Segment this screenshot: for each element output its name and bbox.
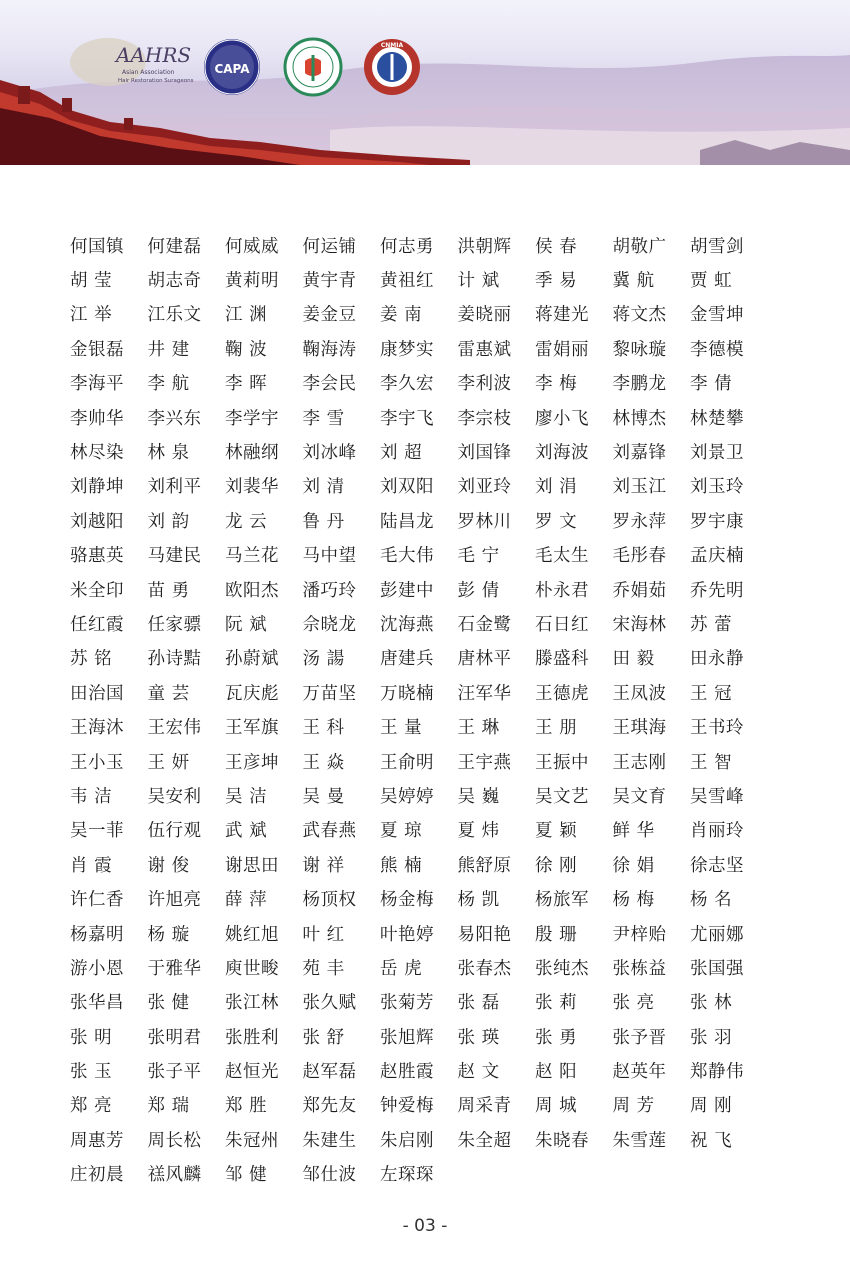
name-cell: 肖丽玲 [690, 821, 744, 842]
name-cell: 邹 健 [225, 1165, 268, 1186]
name-cell: 鞠海涛 [302, 339, 357, 360]
name-cell: 万苗坚 [302, 683, 357, 704]
name-cell: 苏 铭 [70, 649, 113, 670]
name-cell: 薛 萍 [225, 890, 268, 911]
name-cell: 朴永君 [535, 580, 589, 601]
name-cell: 殷 珊 [535, 924, 578, 945]
name-cell: 何志勇 [380, 236, 434, 257]
name-cell: 张明君 [147, 1027, 202, 1048]
name-cell: 姜晓丽 [457, 305, 512, 326]
name-cell: 赵 阳 [535, 1062, 578, 1083]
name-cell: 王德虎 [535, 683, 589, 704]
name-cell: 张子平 [147, 1062, 202, 1083]
name-cell: 何国镇 [70, 236, 124, 257]
name-cell: 朱全超 [457, 1130, 512, 1151]
name-cell: 吴安利 [147, 786, 202, 807]
name-cell: 李宗枝 [457, 408, 512, 429]
name-row [70, 916, 770, 950]
name-cell: 周长松 [147, 1130, 202, 1151]
name-cell: 李 倩 [690, 374, 733, 395]
name-cell: 李 梅 [535, 374, 578, 395]
name-cell: 鲜 华 [612, 821, 655, 842]
name-cell: 王振中 [535, 752, 589, 773]
name-cell: 康梦实 [380, 339, 434, 360]
name-cell: 马兰花 [225, 546, 279, 567]
name-cell: 潘巧玲 [302, 580, 357, 601]
name-row [70, 434, 770, 468]
name-cell: 阮 斌 [225, 614, 268, 635]
cma-emblem-icon [283, 37, 343, 97]
name-cell: 吴一菲 [70, 821, 124, 842]
name-list [70, 228, 770, 1191]
name-cell: 杨金梅 [380, 890, 434, 911]
name-cell: 苑 丰 [302, 958, 345, 979]
name-cell: 肖 霞 [70, 855, 113, 876]
name-row [70, 538, 770, 572]
name-cell: 朱启刚 [380, 1130, 434, 1151]
name-cell: 廖小飞 [535, 408, 589, 429]
name-cell: 苏 蕾 [690, 614, 733, 635]
name-cell: 李 雪 [302, 408, 345, 429]
name-cell: 夏 颖 [535, 821, 578, 842]
name-cell: 林楚攀 [690, 408, 744, 429]
name-cell: 赵军磊 [302, 1062, 357, 1083]
name-cell: 张 明 [70, 1027, 113, 1048]
name-cell: 张 林 [690, 993, 733, 1014]
name-cell: 马建民 [147, 546, 202, 567]
name-cell: 于雅华 [147, 958, 202, 979]
name-cell: 杨顶权 [302, 890, 357, 911]
name-cell: 江 举 [70, 305, 113, 326]
name-cell: 张久赋 [302, 993, 357, 1014]
name-cell: 吴 曼 [302, 786, 345, 807]
name-cell: 侯 春 [535, 236, 578, 257]
name-cell: 徐 娟 [612, 855, 655, 876]
name-cell: 刘海波 [535, 443, 589, 464]
name-cell: 陆昌龙 [380, 511, 434, 532]
name-cell: 赵胜霞 [380, 1062, 434, 1083]
name-cell: 李 晖 [225, 374, 268, 395]
name-cell: 杨 梅 [612, 890, 655, 911]
name-row [70, 675, 770, 709]
name-cell: 王 妍 [147, 752, 190, 773]
aahrs-acronym: AAHRS [116, 43, 192, 67]
name-cell: 李海平 [70, 374, 124, 395]
name-cell: 张 亮 [612, 993, 655, 1014]
name-cell: 朱冠州 [225, 1130, 279, 1151]
name-cell: 徐 刚 [535, 855, 578, 876]
name-cell: 孟庆楠 [690, 546, 744, 567]
name-row [70, 778, 770, 812]
name-cell: 雷惠斌 [457, 339, 512, 360]
name-cell: 王宇燕 [457, 752, 512, 773]
name-cell: 尹梓贻 [612, 924, 667, 945]
name-cell: 骆惠英 [70, 546, 124, 567]
name-cell: 周 芳 [612, 1096, 655, 1117]
name-cell: 岳 虎 [380, 958, 423, 979]
name-row [70, 744, 770, 778]
name-cell: 罗永萍 [612, 511, 667, 532]
name-cell: 林博杰 [612, 408, 667, 429]
name-cell: 石日红 [535, 614, 589, 635]
name-cell: 许仁香 [70, 890, 124, 911]
name-cell: 李帅华 [70, 408, 124, 429]
name-cell: 龙 云 [225, 511, 268, 532]
name-cell: 周 城 [535, 1096, 578, 1117]
name-cell: 刘嘉锋 [612, 443, 667, 464]
name-cell: 张 磊 [457, 993, 500, 1014]
name-cell: 刘亚玲 [457, 477, 512, 498]
name-cell: 张 瑛 [457, 1027, 500, 1048]
name-cell: 刘静坤 [70, 477, 124, 498]
name-cell: 王琪海 [612, 718, 667, 739]
name-cell: 刘 超 [380, 443, 423, 464]
name-cell: 李鹏龙 [612, 374, 667, 395]
name-cell: 李 航 [147, 374, 190, 395]
name-cell: 张菊芳 [380, 993, 434, 1014]
name-cell: 刘国锋 [457, 443, 512, 464]
name-cell: 林尽染 [70, 443, 124, 464]
name-cell: 李学宇 [225, 408, 279, 429]
name-cell: 庾世畯 [225, 958, 279, 979]
name-cell: 贾 虹 [690, 271, 733, 292]
name-cell: 熊舒原 [457, 855, 512, 876]
name-cell: 雷娟丽 [535, 339, 589, 360]
name-cell: 张予晋 [612, 1027, 667, 1048]
capa-acronym: CAPA [214, 62, 250, 76]
name-cell: 石金鹭 [457, 614, 512, 635]
name-cell: 孙诗黠 [147, 649, 202, 670]
name-row [70, 503, 770, 537]
name-cell: 王 焱 [302, 752, 345, 773]
name-cell: 胡雪剑 [690, 236, 744, 257]
name-cell: 林 泉 [147, 443, 190, 464]
name-cell: 夏 琼 [380, 821, 423, 842]
name-cell: 王志刚 [612, 752, 667, 773]
header-banner [0, 0, 850, 165]
name-cell: 赵恒光 [225, 1062, 279, 1083]
name-cell: 杨 名 [690, 890, 733, 911]
name-cell: 吴雪峰 [690, 786, 744, 807]
aahrs-line-2: Hair Restoration Surageons [118, 78, 194, 84]
name-cell: 游小恩 [70, 958, 124, 979]
name-cell: 郑静伟 [690, 1062, 744, 1083]
name-row [70, 331, 770, 365]
name-cell: 谢思田 [225, 855, 279, 876]
name-cell: 金银磊 [70, 339, 124, 360]
name-cell: 邹仕波 [302, 1165, 357, 1186]
name-cell: 毛彤春 [612, 546, 667, 567]
name-cell: 黄莉明 [225, 271, 279, 292]
name-cell: 杨 凯 [457, 890, 500, 911]
name-cell: 佘晓龙 [302, 614, 357, 635]
name-cell: 欧阳杰 [225, 580, 279, 601]
name-cell: 宋海林 [612, 614, 667, 635]
name-cell: 杨旅军 [535, 890, 589, 911]
name-cell: 王小玉 [70, 752, 124, 773]
name-row [70, 881, 770, 915]
name-row [70, 641, 770, 675]
name-cell: 汪军华 [457, 683, 512, 704]
name-cell: 冀 航 [612, 271, 655, 292]
name-cell: 张 健 [147, 993, 190, 1014]
name-cell: 王彦坤 [225, 752, 279, 773]
name-row [70, 262, 770, 296]
cnmia-logo [362, 37, 422, 97]
name-cell: 张纯杰 [535, 958, 589, 979]
name-cell: 刘玉玲 [690, 477, 744, 498]
name-cell: 王 朋 [535, 718, 578, 739]
name-cell: 易阳艳 [457, 924, 512, 945]
name-cell: 王凤波 [612, 683, 667, 704]
name-cell: 武 斌 [225, 821, 268, 842]
name-cell: 苗 勇 [147, 580, 190, 601]
name-cell: 瓦庆彪 [225, 683, 279, 704]
name-cell: 郑 亮 [70, 1096, 113, 1117]
name-cell: 毛大伟 [380, 546, 434, 567]
name-row [70, 1088, 770, 1122]
name-cell: 彭 倩 [457, 580, 500, 601]
name-cell: 毛太生 [535, 546, 589, 567]
name-cell: 井 建 [147, 339, 190, 360]
name-row [70, 1019, 770, 1053]
name-cell: 季 易 [535, 271, 578, 292]
name-cell: 田永静 [690, 649, 744, 670]
name-cell: 刘玉江 [612, 477, 667, 498]
name-cell: 刘 韵 [147, 511, 190, 532]
name-cell: 杨嘉明 [70, 924, 124, 945]
name-cell: 金雪坤 [690, 305, 744, 326]
name-cell: 杨 璇 [147, 924, 190, 945]
name-cell: 洪朝辉 [457, 236, 512, 257]
name-cell: 钟爱梅 [380, 1096, 434, 1117]
aahrs-line-1: Asian Association [122, 69, 175, 76]
name-cell: 黎咏璇 [612, 339, 667, 360]
name-cell: 张栋益 [612, 958, 667, 979]
name-cell: 张国强 [690, 958, 744, 979]
name-cell: 张旭辉 [380, 1027, 434, 1048]
name-cell: 张 玉 [70, 1062, 113, 1083]
name-row [70, 1053, 770, 1087]
name-cell: 周惠芳 [70, 1130, 124, 1151]
name-cell: 赵英年 [612, 1062, 667, 1083]
name-cell: 张江林 [225, 993, 279, 1014]
name-cell: 何运铺 [302, 236, 357, 257]
name-cell: 鲁 丹 [302, 511, 345, 532]
name-row [70, 985, 770, 1019]
name-cell: 蒋建光 [535, 305, 589, 326]
name-cell: 田 毅 [612, 649, 655, 670]
name-cell: 谢 俊 [147, 855, 190, 876]
capa-logo [202, 37, 262, 97]
name-cell: 王 量 [380, 718, 423, 739]
name-cell: 黄宇青 [302, 271, 357, 292]
name-cell: 周 刚 [690, 1096, 733, 1117]
name-cell: 王 科 [302, 718, 345, 739]
name-row [70, 709, 770, 743]
name-cell: 张 舒 [302, 1027, 345, 1048]
name-cell: 王 琳 [457, 718, 500, 739]
name-cell: 沈海燕 [380, 614, 434, 635]
name-cell: 姜 南 [380, 305, 423, 326]
name-cell: 熊 楠 [380, 855, 423, 876]
name-cell: 汤 諹 [302, 649, 345, 670]
name-cell: 祝 飞 [690, 1130, 733, 1151]
name-cell: 朱晓春 [535, 1130, 589, 1151]
aahrs-logo [68, 32, 198, 92]
name-cell: 张华昌 [70, 993, 124, 1014]
name-cell: 周采青 [457, 1096, 512, 1117]
name-cell: 姚红旭 [225, 924, 279, 945]
name-cell: 蒋文杰 [612, 305, 667, 326]
name-cell: 胡志奇 [147, 271, 202, 292]
name-cell: 伍行观 [147, 821, 202, 842]
name-cell: 王海沐 [70, 718, 124, 739]
name-cell: 刘 清 [302, 477, 345, 498]
page-number: - 03 - [402, 1216, 448, 1236]
name-cell: 张 羽 [690, 1027, 733, 1048]
name-cell: 田治国 [70, 683, 124, 704]
name-cell: 童 芸 [147, 683, 190, 704]
name-cell: 刘景卫 [690, 443, 744, 464]
name-cell: 吴 巍 [457, 786, 500, 807]
name-cell: 胡敬广 [612, 236, 667, 257]
name-cell: 朱雪莲 [612, 1130, 667, 1151]
name-cell: 武春燕 [302, 821, 357, 842]
name-row [70, 813, 770, 847]
name-cell: 黄祖红 [380, 271, 434, 292]
name-cell: 李德模 [690, 339, 744, 360]
name-cell: 任家骠 [147, 614, 202, 635]
name-cell: 李久宏 [380, 374, 434, 395]
name-cell: 张春杰 [457, 958, 512, 979]
cnmia-acronym: CNMIA [380, 42, 404, 49]
name-cell: 庄初晨 [70, 1165, 124, 1186]
name-row [70, 950, 770, 984]
name-row [70, 469, 770, 503]
name-cell: 刘 涓 [535, 477, 578, 498]
name-row [70, 228, 770, 262]
name-row [70, 606, 770, 640]
name-row [70, 1157, 770, 1191]
name-cell: 毛 宁 [457, 546, 500, 567]
name-cell: 韦 洁 [70, 786, 113, 807]
name-cell: 计 斌 [457, 271, 500, 292]
name-cell: 赵 文 [457, 1062, 500, 1083]
name-cell: 叶 红 [302, 924, 345, 945]
name-row [70, 572, 770, 606]
name-cell: 吴文艺 [535, 786, 589, 807]
name-cell: 江乐文 [147, 305, 202, 326]
name-cell: 张胜利 [225, 1027, 279, 1048]
name-cell: 吴婷婷 [380, 786, 434, 807]
name-cell: 刘双阳 [380, 477, 434, 498]
name-cell: 夏 炜 [457, 821, 500, 842]
name-cell: 马中望 [302, 546, 357, 567]
name-cell: 王军旗 [225, 718, 279, 739]
name-row [70, 366, 770, 400]
name-cell: 胡 莹 [70, 271, 113, 292]
name-cell: 王宏伟 [147, 718, 202, 739]
name-cell: 何建磊 [147, 236, 202, 257]
name-cell: 刘裴华 [225, 477, 279, 498]
name-cell: 姜金豆 [302, 305, 357, 326]
name-cell: 任红霞 [70, 614, 124, 635]
name-cell: 徐志坚 [690, 855, 744, 876]
name-cell: 李会民 [302, 374, 357, 395]
name-cell: 乔先明 [690, 580, 744, 601]
name-cell: 左琛琛 [380, 1165, 434, 1186]
name-cell: 谢 祥 [302, 855, 345, 876]
name-cell: 罗 文 [535, 511, 578, 532]
name-cell: 刘冰峰 [302, 443, 357, 464]
name-cell: 罗宇康 [690, 511, 744, 532]
name-cell: 吴文育 [612, 786, 667, 807]
name-cell: 唐林平 [457, 649, 512, 670]
name-cell: 朱建生 [302, 1130, 357, 1151]
name-cell: 尤丽娜 [690, 924, 744, 945]
name-cell: 江 渊 [225, 305, 268, 326]
name-cell: 王 智 [690, 752, 733, 773]
name-cell: 孙蔚斌 [225, 649, 279, 670]
name-cell: 罗林川 [457, 511, 512, 532]
name-cell: 万晓楠 [380, 683, 434, 704]
name-cell: 王 冠 [690, 683, 733, 704]
name-cell: 张 莉 [535, 993, 578, 1014]
name-cell: 唐建兵 [380, 649, 434, 670]
name-row [70, 297, 770, 331]
name-cell: 李利波 [457, 374, 512, 395]
name-cell: 彭建中 [380, 580, 434, 601]
name-cell: 张 勇 [535, 1027, 578, 1048]
name-cell: 乔娟茹 [612, 580, 667, 601]
name-cell: 米全印 [70, 580, 124, 601]
name-row [70, 1122, 770, 1156]
name-cell: 许旭亮 [147, 890, 202, 911]
name-cell: 禚风麟 [147, 1165, 202, 1186]
name-cell: 李兴东 [147, 408, 202, 429]
name-cell: 王俞明 [380, 752, 434, 773]
name-cell: 滕盛科 [535, 649, 589, 670]
name-cell: 吴 洁 [225, 786, 268, 807]
name-cell: 何威威 [225, 236, 279, 257]
name-cell: 郑 瑞 [147, 1096, 190, 1117]
name-cell: 李宇飞 [380, 408, 434, 429]
name-row [70, 847, 770, 881]
name-cell: 刘越阳 [70, 511, 124, 532]
name-cell: 郑 胜 [225, 1096, 268, 1117]
name-cell: 林融纲 [225, 443, 279, 464]
name-cell: 郑先友 [302, 1096, 357, 1117]
name-cell: 叶艳婷 [380, 924, 434, 945]
name-row [70, 400, 770, 434]
name-cell: 刘利平 [147, 477, 202, 498]
name-cell: 鞠 波 [225, 339, 268, 360]
name-cell: 王书玲 [690, 718, 744, 739]
